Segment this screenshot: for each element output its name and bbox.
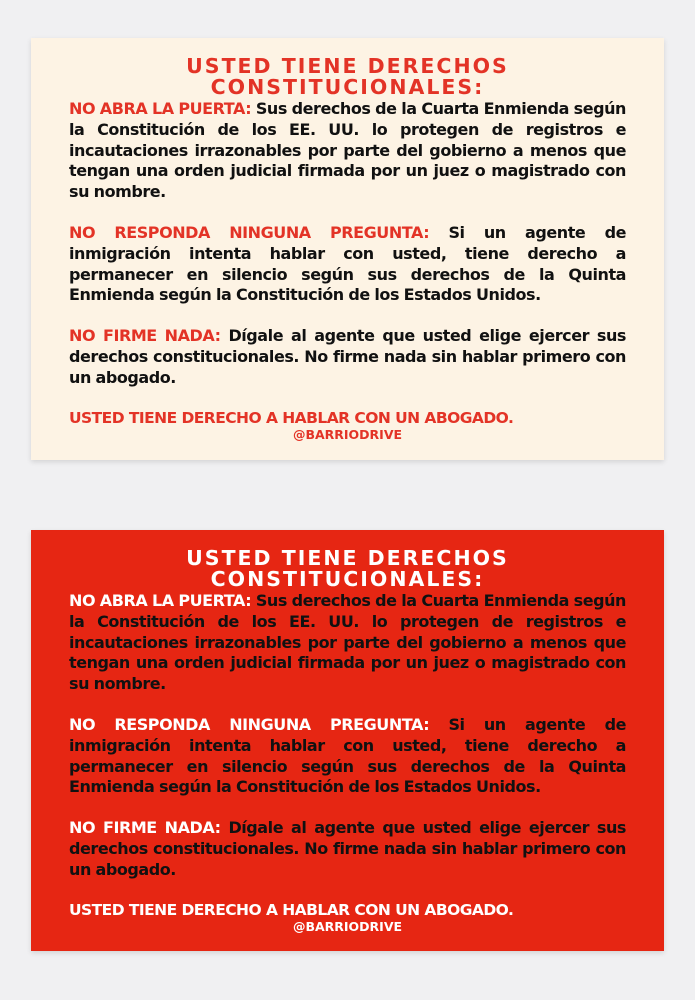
section-label: NO ABRA LA PUERTA: xyxy=(69,591,252,610)
card-title-line-2: CONSTITUCIONALES: xyxy=(210,75,485,99)
section-label: NO FIRME NADA: xyxy=(69,326,221,346)
section-no-abra-la-puerta xyxy=(69,591,626,695)
section-label: NO RESPONDA NINGUNA PREGUNTA: xyxy=(69,714,430,734)
social-handle: @BARRIODRIVE xyxy=(292,918,403,934)
section-label: NO FIRME NADA: xyxy=(69,818,221,838)
card-title-line-1: USTED TIENE DERECHOS xyxy=(186,546,509,570)
rights-card-cream xyxy=(31,38,664,460)
section-no-abra-la-puerta xyxy=(69,99,626,203)
section-no-firme-nada xyxy=(69,818,626,880)
section-no-responda xyxy=(69,715,626,798)
card-title xyxy=(69,530,626,590)
card-title-line-1: USTED TIENE DERECHOS xyxy=(186,54,509,78)
card-title-line-2: CONSTITUCIONALES: xyxy=(210,567,485,591)
rights-card-red xyxy=(31,530,664,951)
section-text: Sus derechos de la Cuarta Enmienda según la Constitución de los EE. UU. lo protegen de registros e incautaciones irrazonables por parte del gobierno a menos que tengan una orden judicial firmada por un juez o magistrado con su nombre. xyxy=(69,99,626,202)
section-text: Si un agente de inmigración intenta hablar con usted, tiene derecho a permanecer en silencio según sus derechos de la Quinta Enmienda según la Constitución de los Estados Unidos. xyxy=(69,714,626,797)
section-text: Si un agente de inmigración intenta hablar con usted, tiene derecho a permanecer en silencio según sus derechos de la Quinta Enmienda según la Constitución de los Estados Unidos. xyxy=(69,222,626,305)
section-label: NO RESPONDA NINGUNA PREGUNTA: xyxy=(69,222,430,242)
section-label: NO ABRA LA PUERTA: xyxy=(69,99,252,118)
section-no-responda xyxy=(69,223,626,306)
card-title xyxy=(69,38,626,98)
section-text: Dígale al agente que usted elige ejercer sus derechos constitucionales. No firme nada sin hablar primero con un abogado. xyxy=(69,326,627,387)
section-text: Dígale al agente que usted elige ejercer sus derechos constitucionales. No firme nada sin hablar primero con un abogado. xyxy=(69,818,627,879)
social-handle: @BARRIODRIVE xyxy=(292,426,403,442)
closing-statement: USTED TIENE DERECHO A HABLAR CON UN ABOGADO. xyxy=(69,408,514,427)
closing-statement: USTED TIENE DERECHO A HABLAR CON UN ABOGADO. xyxy=(69,900,514,919)
section-text: Sus derechos de la Cuarta Enmienda según la Constitución de los EE. UU. lo protegen de registros e incautaciones irrazonables por parte del gobierno a menos que tengan una orden judicial firmada por un juez o magistrado con su nombre. xyxy=(69,591,626,694)
section-no-firme-nada xyxy=(69,326,626,388)
